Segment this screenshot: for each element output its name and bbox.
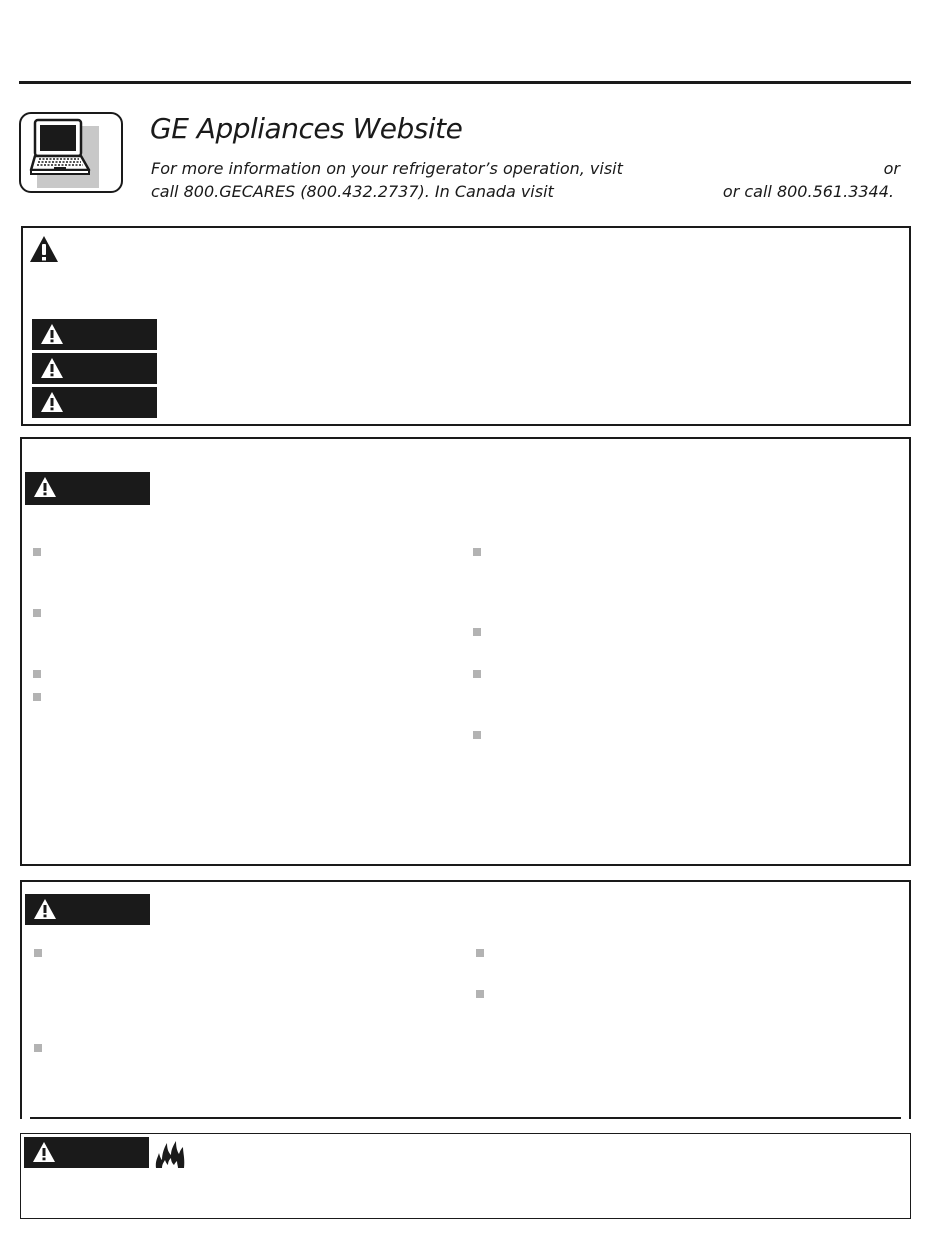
- warning-triangle-icon: [40, 391, 64, 413]
- laptop-icon: [21, 114, 123, 193]
- signal-tag-caution: [32, 387, 157, 418]
- warning-box-1: [20, 437, 911, 866]
- info-line-2: call 800.GECARES (800.432.2737). In Canada visit: [151, 182, 554, 201]
- warning-triangle-icon: [40, 323, 64, 345]
- website-title: GE Appliances Website: [150, 112, 463, 145]
- square-bullet: [476, 949, 484, 957]
- info-line-1-end: or: [883, 159, 900, 178]
- square-bullet: [476, 990, 484, 998]
- bottom-notch: [901, 1113, 909, 1119]
- signal-tag-danger: [32, 319, 157, 350]
- signal-tag-warning: [25, 894, 150, 925]
- square-bullet: [33, 609, 41, 617]
- warning-triangle-icon: [40, 357, 64, 379]
- square-bullet: [473, 548, 481, 556]
- square-bullet: [34, 1044, 42, 1052]
- square-bullet: [33, 670, 41, 678]
- warning-triangle-icon: [32, 1141, 56, 1163]
- signal-tag-warning: [25, 472, 150, 505]
- signal-tag-warning: [32, 353, 157, 384]
- top-rule: [19, 81, 911, 84]
- safety-info-box: [21, 226, 911, 426]
- warning-box-2: [20, 880, 911, 1119]
- fire-icon: [154, 1139, 186, 1169]
- info-line-2-end: or call 800.561.3344.: [722, 182, 894, 201]
- laptop-icon-frame: [19, 112, 123, 193]
- square-bullet: [473, 628, 481, 636]
- square-bullet: [33, 693, 41, 701]
- signal-tag-warning: [24, 1137, 149, 1168]
- info-line-1: For more information on your refrigerator’s operation, visit: [151, 159, 623, 178]
- square-bullet: [473, 670, 481, 678]
- warning-triangle-icon: [29, 235, 59, 263]
- warning-triangle-icon: [33, 898, 57, 920]
- fire-warning-box: [20, 1133, 911, 1219]
- square-bullet: [34, 949, 42, 957]
- warning-triangle-icon: [33, 476, 57, 498]
- square-bullet: [473, 731, 481, 739]
- bottom-notch: [22, 1113, 30, 1119]
- square-bullet: [33, 548, 41, 556]
